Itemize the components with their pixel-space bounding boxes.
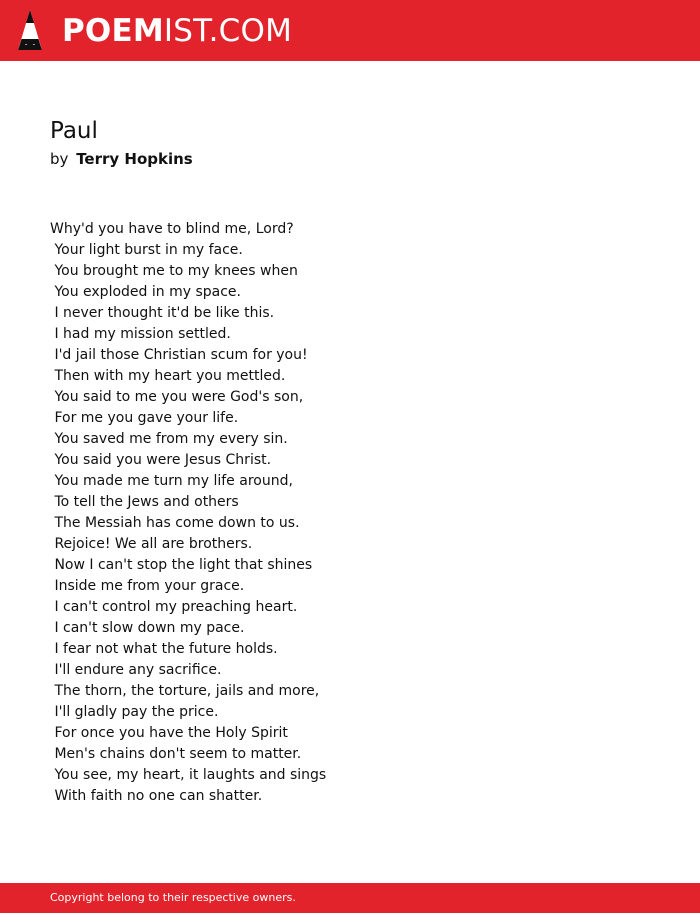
poem-body bbox=[50, 219, 326, 807]
poem-byline bbox=[50, 149, 193, 169]
copyright-text: Copyright belong to their respective owners. bbox=[50, 891, 296, 904]
poem-line: To tell the Jews and others bbox=[50, 494, 239, 510]
poem-line: You saved me from my every sin. bbox=[50, 431, 288, 447]
poem-line: You said you were Jesus Christ. bbox=[50, 452, 272, 468]
logo-text-light: IST.COM bbox=[163, 13, 293, 49]
poem-line: Inside me from your grace. bbox=[50, 578, 245, 594]
poem-line: I'll gladly pay the price. bbox=[50, 704, 219, 720]
poem-line: Now I can't stop the light that shines bbox=[50, 557, 313, 573]
poem-line: I'll endure any sacrifice. bbox=[50, 662, 222, 678]
poem-line: I'd jail those Christian scum for you! bbox=[50, 347, 308, 363]
poem-line: Your light burst in my face. bbox=[50, 242, 243, 258]
poem-line: Men's chains don't seem to matter. bbox=[50, 746, 302, 762]
poem-line: You made me turn my life around, bbox=[50, 473, 293, 489]
poem-line: You exploded in my space. bbox=[50, 284, 241, 300]
poem-line: With faith no one can shatter. bbox=[50, 788, 263, 804]
poem-line: You brought me to my knees when bbox=[50, 263, 298, 279]
logo-text-bold: POEM bbox=[62, 13, 164, 49]
poem-line: I can't slow down my pace. bbox=[50, 620, 245, 636]
poem-line: I fear not what the future holds. bbox=[50, 641, 278, 657]
by-label: by bbox=[50, 150, 69, 168]
poem-line: For once you have the Holy Spirit bbox=[50, 725, 288, 741]
poem-line: I can't control my preaching heart. bbox=[50, 599, 298, 615]
site-header bbox=[0, 0, 700, 61]
poem-title: Paul bbox=[50, 118, 98, 144]
poem-line: Then with my heart you mettled. bbox=[50, 368, 286, 384]
poem-line: I had my mission settled. bbox=[50, 326, 231, 342]
poem-line: You see, my heart, it laughts and sings bbox=[50, 767, 327, 783]
author-name: Terry Hopkins bbox=[76, 150, 193, 168]
poem-line: Why'd you have to blind me, Lord? bbox=[50, 221, 294, 237]
site-footer bbox=[0, 883, 700, 913]
poem-line: Rejoice! We all are brothers. bbox=[50, 536, 253, 552]
poem-line: You said to me you were God's son, bbox=[50, 389, 304, 405]
poem-line: The Messiah has come down to us. bbox=[50, 515, 300, 531]
site-logo-link[interactable] bbox=[62, 12, 292, 50]
pencil-icon bbox=[18, 10, 42, 51]
poem-line: I never thought it'd be like this. bbox=[50, 305, 275, 321]
poem-line: For me you gave your life. bbox=[50, 410, 239, 426]
poem-line: The thorn, the torture, jails and more, bbox=[50, 683, 320, 699]
